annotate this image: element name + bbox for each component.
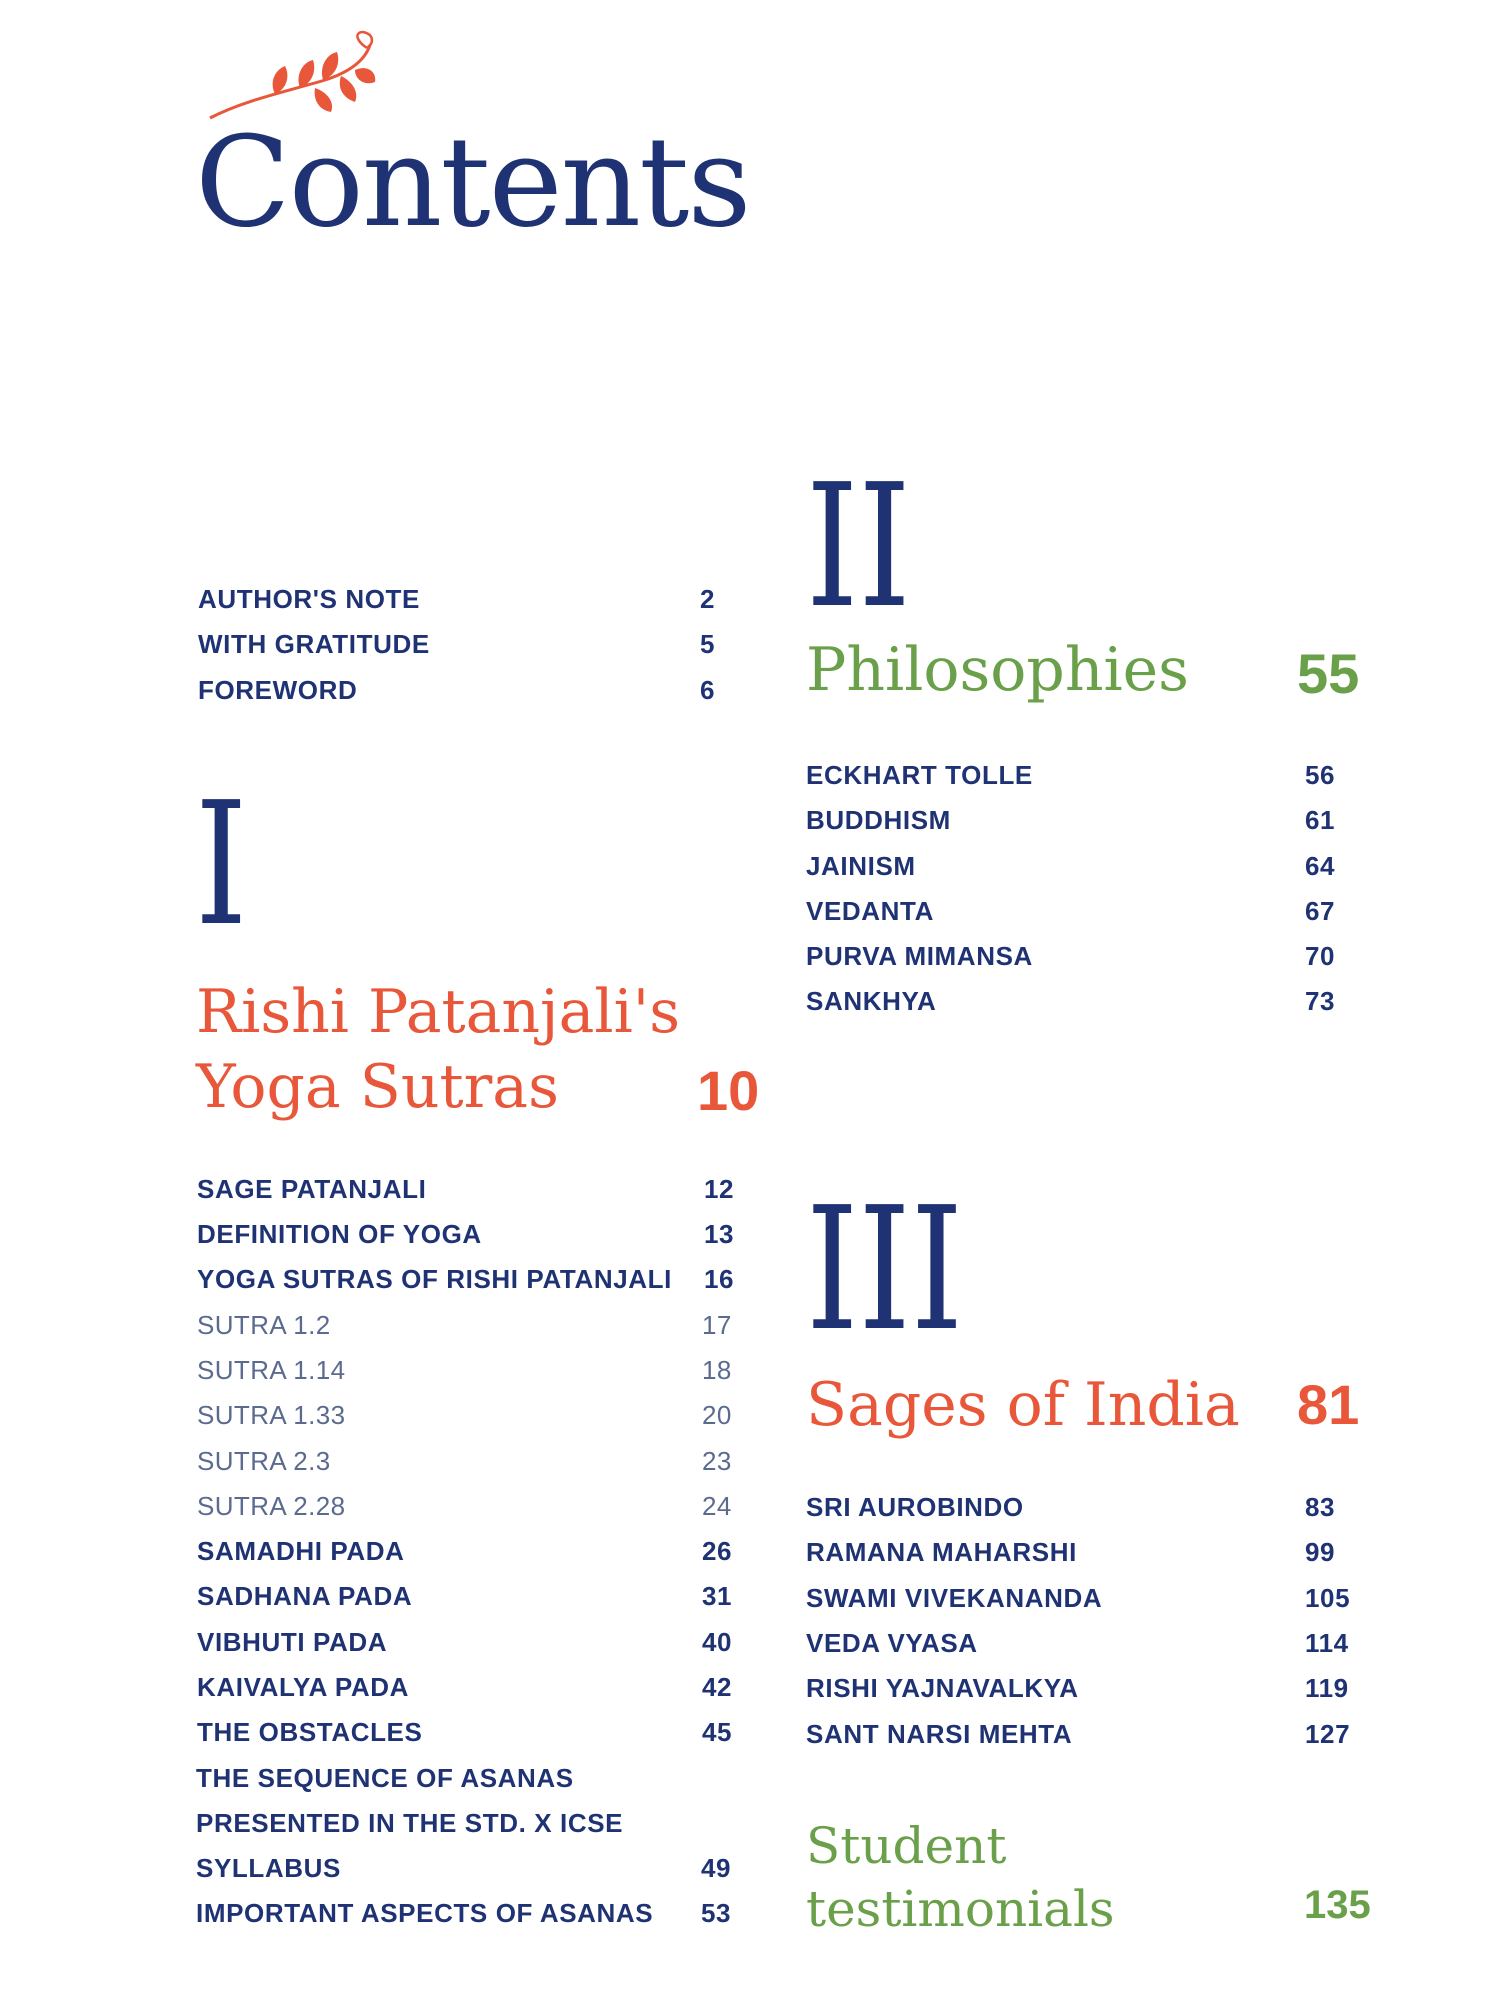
toc-entry-label: WITH GRATITUDE [198, 629, 430, 659]
toc-entry-label: YOGA SUTRAS OF RISHI PATANJALI [197, 1264, 672, 1294]
toc-entry-page: 13 [704, 1219, 735, 1249]
toc-entry-page: 31 [702, 1581, 733, 1611]
toc-entry-label: SANT NARSI MEHTA [806, 1719, 1073, 1749]
section-title-1[interactable] [196, 975, 680, 1125]
toc-entry-label: VIBHUTI PADA [197, 1627, 388, 1657]
toc-entry-page: 24 [702, 1491, 732, 1521]
toc-entry-page: 16 [704, 1264, 735, 1294]
toc-entry-page: 67 [1305, 896, 1336, 926]
page-title: Contents [195, 110, 750, 255]
toc-entry-label: RISHI YAJNAVALKYA [806, 1673, 1079, 1703]
toc-entry-label: BUDDHISM [806, 805, 951, 835]
section-page-1: 10 [697, 1059, 760, 1122]
toc-entry-label: SWAMI VIVEKANANDA [806, 1583, 1103, 1613]
section-title-2[interactable]: Philosophies [806, 635, 1189, 705]
toc-entry-page: 73 [1305, 986, 1336, 1016]
toc-entry-label: SUTRA 1.33 [197, 1400, 346, 1430]
toc-entry-page: 40 [702, 1627, 733, 1657]
toc-entry-label: THE OBSTACLES [197, 1717, 423, 1747]
toc-entry-label: ECKHART TOLLE [806, 760, 1033, 790]
testimonials-title-line: Student [806, 1817, 1007, 1875]
testimonials-title[interactable] [806, 1815, 1115, 1940]
testimonials-page: 135 [1304, 1883, 1371, 1927]
toc-entry-page: 45 [702, 1717, 733, 1747]
toc-entry-page: 83 [1305, 1492, 1336, 1522]
toc-entry-page: 17 [702, 1310, 732, 1340]
toc-entry-label: SAGE PATANJALI [197, 1174, 427, 1204]
section-numeral-1: I [195, 766, 248, 964]
toc-entry-label: DEFINITION OF YOGA [197, 1219, 482, 1249]
toc-entry-page: 70 [1305, 941, 1336, 971]
section-page-3: 81 [1297, 1373, 1360, 1436]
section-title-3[interactable]: Sages of India [806, 1370, 1240, 1440]
testimonials-title-line: testimonials [806, 1879, 1115, 1938]
section-title-line: Yoga Sutras [196, 1052, 559, 1122]
toc-entry-page: 49 [701, 1853, 732, 1883]
toc-entry-label: FOREWORD [198, 675, 358, 705]
toc-entry-page: 2 [700, 584, 716, 614]
toc-entry-page: 99 [1305, 1537, 1336, 1567]
toc-entry-page: 20 [702, 1400, 732, 1430]
toc-entry-page: 56 [1305, 760, 1336, 790]
toc-entry-page: 119 [1305, 1673, 1349, 1703]
section-page-2: 55 [1297, 642, 1360, 705]
toc-entry-label: SUTRA 1.14 [197, 1355, 346, 1385]
section-numeral-3: III [806, 1171, 964, 1369]
toc-entry-label: PURVA MIMANSA [806, 941, 1033, 971]
toc-entry-label: SUTRA 2.28 [197, 1491, 346, 1521]
toc-entry-label: THE SEQUENCE OF ASANAS [196, 1763, 574, 1793]
toc-entry-page: 64 [1305, 851, 1336, 881]
section-numeral-2: II [806, 448, 911, 646]
toc-entry-label: PRESENTED IN THE STD. X ICSE [196, 1808, 624, 1838]
toc-entry-label: SANKHYA [806, 986, 937, 1016]
toc-entry-label: SUTRA 1.2 [197, 1310, 331, 1340]
toc-entry-page: 105 [1305, 1583, 1351, 1613]
toc-entry-page: 18 [702, 1355, 732, 1385]
toc-entry-label: RAMANA MAHARSHI [806, 1537, 1077, 1567]
toc-entry-label: SADHANA PADA [197, 1581, 413, 1611]
toc-entry-page: 42 [702, 1672, 733, 1702]
toc-entry-label: VEDANTA [806, 896, 934, 926]
toc-entry-page: 5 [700, 629, 716, 659]
toc-entry-page: 127 [1305, 1719, 1351, 1749]
toc-entry-label: VEDA VYASA [806, 1628, 978, 1658]
toc-entry-label: SRI AUROBINDO [806, 1492, 1024, 1522]
toc-entry-label: JAINISM [806, 851, 916, 881]
toc-entry-label: SAMADHI PADA [197, 1536, 405, 1566]
toc-entry-page: 53 [701, 1898, 732, 1928]
toc-entry-label: SYLLABUS [196, 1853, 341, 1883]
toc-entry-page: 61 [1305, 805, 1336, 835]
toc-entry-label: SUTRA 2.3 [197, 1446, 331, 1476]
toc-entry-page: 23 [702, 1446, 732, 1476]
toc-entry-page: 12 [704, 1174, 735, 1204]
toc-entry-label: KAIVALYA PADA [197, 1672, 409, 1702]
toc-entry-page: 26 [702, 1536, 733, 1566]
toc-entry-page: 114 [1305, 1628, 1349, 1658]
toc-entry-label: AUTHOR'S NOTE [198, 584, 420, 614]
toc-entry-page: 6 [700, 675, 716, 705]
section-title-line: Rishi Patanjali's [196, 977, 681, 1047]
toc-entry-label: IMPORTANT ASPECTS OF ASANAS [196, 1898, 654, 1928]
